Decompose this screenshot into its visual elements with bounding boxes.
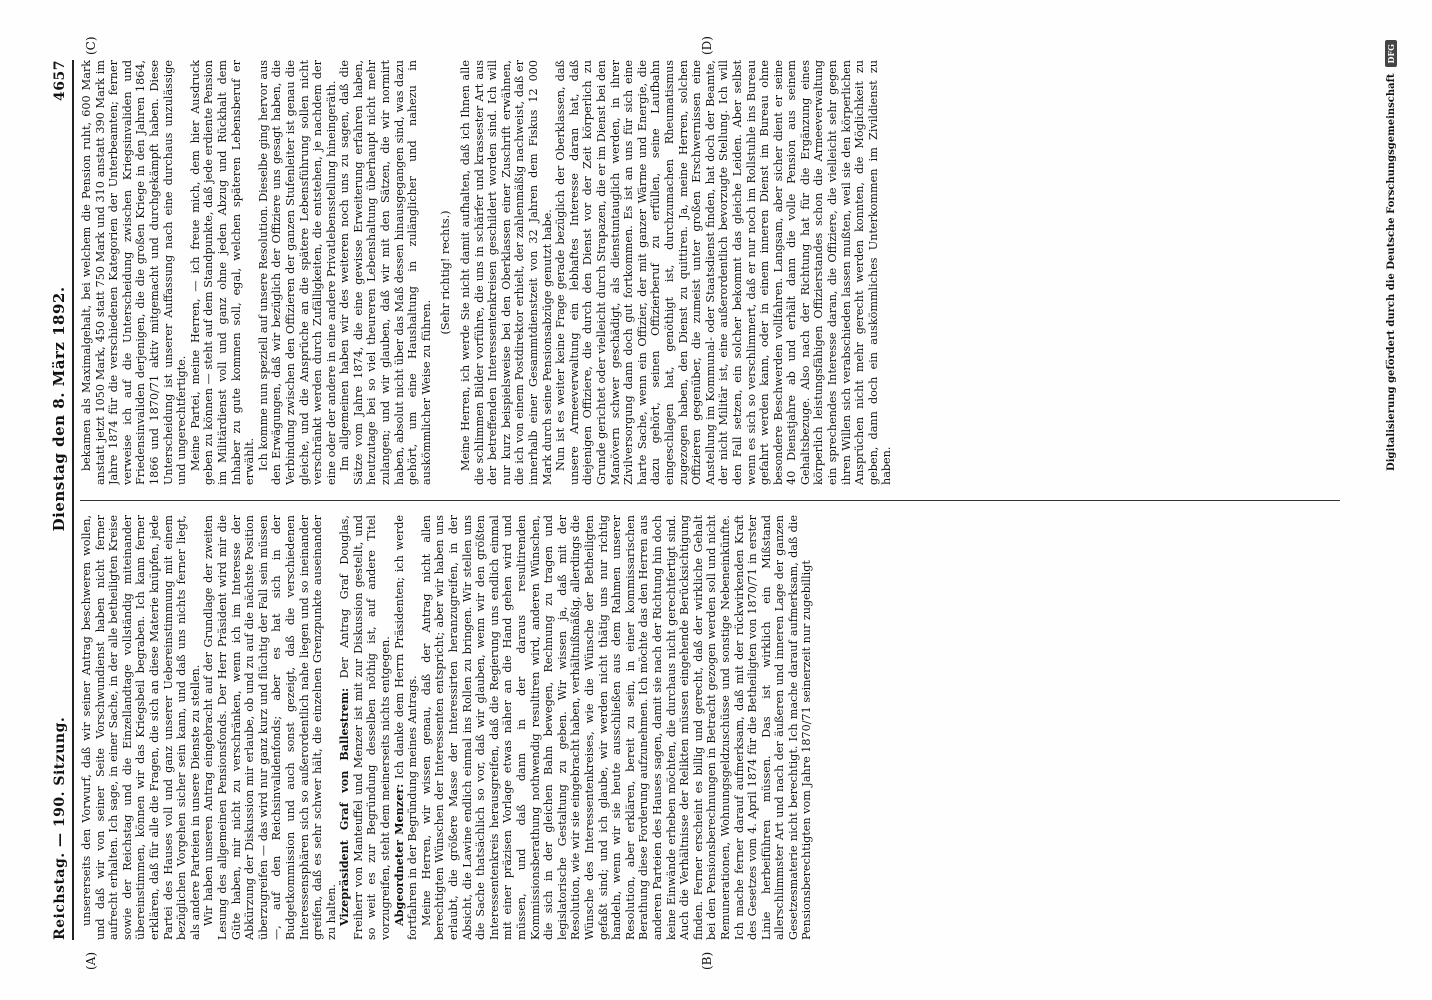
footer-text: Digitalisierung gefördert durch die Deutsche Forschungsgemeinschaft bbox=[1386, 73, 1397, 471]
paragraph: Meine Herren, ich werde Sie nicht damit aufhalten, daß ich Ihnen alle die schlimmen Bilder vorführe, die uns in schärfer und krassester Art aus der betreffenden Interessentenkreisen geschildert worden sind. Ich will nur kurz beispielsweise bei den Oberklassen einer Zuschrift erwähnen, die ich von einem Postdirektor erhielt, der zahlenmäßig nachweist, daß er innerhalb einer Gesammtdienstzeit von 32 Jahren dem Fiskus 12 000 Mark durch seine Pensionsabzüge genutzt habe. bbox=[459, 60, 554, 485]
column-divider bbox=[80, 500, 1340, 501]
paragraph: Meine Herren, wir wissen genau, daß der Antrag nicht allen berechtigten Wünschen der Interessenten entspricht; aber wir haben uns erlaubt, die größere Masse der Interessirten heranzugreifen, in der Absicht, die Lawine endlich einmal ins Rollen zu bringen. Wir stellen uns die Sache thatsächlich so vor, daß wir glauben, wenn wir den größten Interessentenkreis herausgreifen, daß die Regierung uns endlich einmal mit einer präzisen Vorlage etwas näher an die Hand gehen wird und müssen, und daß dann in der daraus resultirenden Kommissionsberathung nothwendig resultiren wird, anderen Wünschen, die sich in der gleichen Bahn bewegen, Rechnung zu tragen und legislatorische Gestaltung zu geben. Wir wissen ja, daß mit der Resolution, wie wir sie eingebracht haben, verhältnißmäßig, allerdings die Wünsche des Interessentenkreises, wie die Wünsche der Betheiligten gefaßt sind; und ich glaube, wir werden nicht thätig uns nur richtig handeln, wenn wir sie heute ausschließen aus dem Rahmen unserer Resolution, aber erklären, bereit zu sein, in einer kommissarischen Berathung diese Forderung aufzunehmen. Ich möchte das den Herren aus anderen Parteien des Hauses sagen, damit sie nach der Richtung hin doch keine Einwände erheben möchten, die durchaus nicht gerechtfertigt sind. Auch die Verhältnisse der Relikten müssen eingehende Berücksichtigung finden. Ferner erscheint es billig und gerecht, daß der wirkliche Gehalt bei den Pensionsberechnungen in Betracht gezogen werden soll und nicht Remunerationen, Wohnungsgeldzuschüsse und sonstige Nebeneinkünfte. Ich mache ferner darauf aufmerksam, daß mit der rückwirkenden Kraft des Gesetzes vom 4. April 1874 für die Betheiligten von 1870/71 in erster Linie herbeiführen müssen. Das ist wirklich ein Mißstand allerschlimmster Art und nach der äußeren und inneren Lage der ganzen Gesetzesmaterie nicht berechtigt. Ich mache darauf aufmerksam, daß die Pensionsberechtigten vom Jahre 1870/71 seinerzeit nur zugebilligt bbox=[419, 515, 814, 940]
header-date: Dienstag den 8. März 1892. bbox=[50, 286, 68, 532]
paragraph: Ich komme nun speziell auf unsere Resolution. Dieselbe ging hervor aus den Erwägungen, daß wir bezüglich der Offiziere uns gesagt haben, die Verbindung zwischen den Offizieren der ganzen Stufenleiter ist genau die gleiche, und die Ansprüche an die spätere Lebensführung sollen nicht verschränkt werden durch Zufälligkeiten, die entstehen, je nachdem der eine oder der andere in eine andere Privatlebensstellung hineingeräth. bbox=[256, 60, 338, 485]
paragraph: bekamen als Maximalgehalt, bei welchem die Pension ruht, 600 Mark anstatt jetzt 1050 Mark, 450 statt 750 Mark und 310 anstatt 390 Mark im Jahre 1874 für die verschiedenen Kategorien der Unterbeamten; ferner verweise ich auf die Unterscheidung zwischen Kriegsinvaliden und Friedensinvaliden derjenigen, die die großen Kriege in den Jahren 1864, 1866 und 1870/71 aktiv mitgemacht und durchgekämpft haben. Diese Unterscheidung ist unserer Auffassung nach eine durchaus unzulässige und ungerechtfertigte. bbox=[80, 60, 189, 485]
paragraph: Wir haben unseren Antrag eingebracht auf der Grundlage der zweiten Lesung des allgemeinen Pensionsfonds. Der Herr Präsident wird mir die Güte haben, mir nicht zu verschränken, wenn ich im Interesse der Abkürzung der Diskussion mir erlaube, ob und zu auf die nächste Position überzugreifen — das wird nur ganz kurz und flüchtig der Fall sein müssen —, auf den Reichsinvalidenfonds; aber es hat sich in der Budgetkommission und auch sonst gezeigt, daß die verschiedenen Interessensphären sich so außerordentlich nahe liegen und so ineinander greifen, daß es sehr schwer hält, die einzelnen Grenzpunkte auseinander zu halten. bbox=[202, 515, 338, 940]
paragraph: Im allgemeinen haben wir des weiteren noch uns zu sagen, daß die Sätze vom Jahre 1874, die eine gewisse Erweiterung erfahren haben, heutzutage bei so viel theureren Lebenshaltung überhaupt nicht mehr zulangen; und wir glauben, daß wir mit den Sätzen, die wir normirt haben, absolut nicht über das Maß dessen hinausgegangen sind, was dazu gehört, um eine Haushaltung in zulänglicher und nahezu in auskömmlicher Weise zu führen. bbox=[338, 60, 433, 485]
header-left: Reichstag. — 190. Sitzung. bbox=[52, 716, 68, 940]
margin-mark-a: (A) bbox=[84, 951, 98, 970]
speaker-name: Abgeordneter Menzer: bbox=[391, 783, 406, 926]
margin-mark-d: (D) bbox=[700, 36, 714, 55]
paragraph: Meine Partei, meine Herren, — ich freue mich, dem hier Ausdruck geben zu können — steht auf dem Standpunkte, daß jede erdiente Pension im Militärdienst voll und ganz ohne jeden Abzug und Rückhalt dem Inhaber zu gute kommen soll, egal, welchen späteren Lebensberuf er erwählt. bbox=[188, 60, 257, 485]
paragraph: Vizepräsident Graf von Ballestrem: Der Antrag Graf Douglas, Freiherr von Manteuffel und Menzer ist mit zur Diskussion gestellt, und so weit es zur Begründung desselben nöthig ist, auf andere Titel vorzugreifen, steht dem meinerseits nichts entgegen. bbox=[337, 515, 393, 940]
right-column bbox=[80, 60, 1340, 485]
dfg-logo: DFG bbox=[1385, 40, 1397, 67]
left-column bbox=[80, 515, 1340, 940]
margin-mark-c: (C) bbox=[84, 36, 98, 55]
paragraph: unsererseits den Vorwurf, daß wir seiner Antrag beschweren wollen, und daß wir von seiner Seite Vorschwundienst haben nicht ferner aufrecht erhalten. Ich sage, in einer Sache, in der alle betheiligten Kreise sowie der Reichstag und die Einzellandtage vollständig miteinander übereinstimmen, können wir das Kriegsbeil begraben. Ich kann ferner erklären, daß für alle die Fragen, die sich an diese Materie knüpfen, jede Partei des Hauses voll und ganz unserer Uebereinstimmung mit einem bezüglichen Vorgehen sicher sein kann, und daß uns nichts ferner liegt, als andere Parteien in unsere Dienste zu stellen. bbox=[80, 515, 202, 940]
paragraph: Abgeordneter Menzer: Ich danke dem Herrn Präsidenten; ich werde fortfahren in der Begründung meines Antrags. bbox=[391, 515, 420, 940]
margin-mark-b: (B) bbox=[700, 951, 714, 970]
interjection: (Sehr richtig! rechts.) bbox=[439, 210, 453, 335]
speaker-name: Vizepräsident Graf von Ballestrem: bbox=[337, 687, 352, 926]
footer bbox=[1385, 40, 1397, 471]
page-number: 4657 bbox=[52, 60, 68, 101]
running-header bbox=[22, 60, 74, 940]
paragraph: Nun ist es weiter keine Frage gerade bezüglich der Oberklassen, daß unsere Armeeverwaltung ein lebhaftes Interesse daran hat, daß diejenigen Offiziere, die durch den Dienst vor der Zeit körperlich zu Grunde gerichtet oder vielleicht durch Strapazen, die er im Dienst bei den Manövern schwer geschädigt, als dienstuntauglich werden, in ihrer Zivilversorgung dann doch gut fortkommen. Es ist an uns für sich eine harte Sache, wenn ein Offizier, der mit ganzer Wärme und Energie, die dazu gehört, seinen Offizierberuf zu erfüllen, seine Laufbahn eingeschlagen hat, genöthigt ist, durchzumachen Rheumatismus zugezogen haben, den Dienst zu quittiren. Ja, meine Herren, solchen Offizieren gegenüber, die zumeist unter großen Erschwernissen eine Anstellung im Kommunal- oder Staatsdienst finden, hat doch der Beamte, der nicht Militär ist, eine außerordentlich bevorzugte Stellung. Ich will den Fall setzen, ein solcher bekommt das gleiche Leiden. Aber selbst wenn es sich so verschlimmert, daß er nur noch im Rollstuhle ins Bureau gefahrt werden kann, oder in einem inneren Dienst im Bureau ohne besondere Beschwerden vollfahren. Langsam, aber sicher dient er seine 40 Dienstjahre ab und erhält dann die volle Pension aus seinem Gehaltsbezuge. Also nach der Richtung hat für die Ergänzung eines körperlich leistungsfähigen Offizierstandes schon die Armeeverwaltung ein sprechendes Interesse daran, die Offiziere, die vielleicht sehr gegen ihren Willen sich verabschieden lassen mußten, weil sie den körperlichen Ansprüchen nicht mehr gerecht werden konnten, die Möglichkeit zu geben, dann doch ein auskömmliches Unterkommen im Zivildienst zu haben. bbox=[554, 60, 894, 485]
